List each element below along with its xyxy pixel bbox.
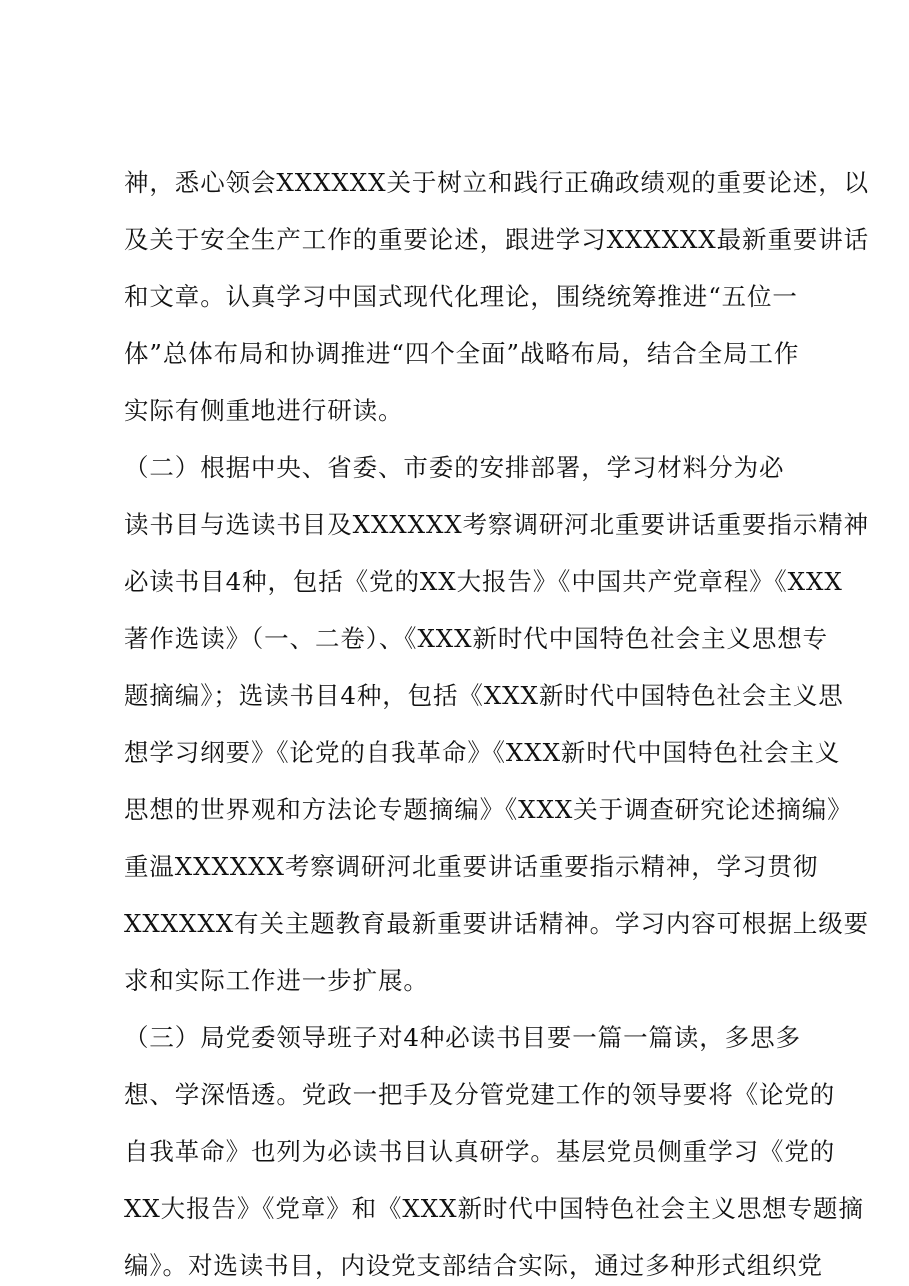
text-line-9: 著作选读》（一、二卷）、《XXX新时代中国特色社会主义思想专 [124,624,829,653]
text-line-6: （二）根据中央、省委、市委的安排部署，学习材料分为必 [124,453,785,482]
text-line-4: 体”总体布局和协调推进“四个全面”战略布局，结合全局工作 [124,339,800,368]
text-line-11: 想学习纲要》《论党的自我革命》《XXX新时代中国特色社会主义 [124,738,841,767]
text-line-2: 及关于安全生产工作的重要论述，跟进学习XXXXXX最新重要讲话 [124,225,870,254]
text-line-10: 题摘编》；选读书目4种，包括《XXX新时代中国特色社会主义思 [124,681,844,710]
text-line-1: 神，悉心领会XXXXXX关于树立和践行正确政绩观的重要论述，以 [124,168,870,197]
text-line-13: 重温XXXXXX考察调研河北重要讲话重要指示精神，学习贯彻 [124,852,819,881]
text-line-5: 实际有侧重地进行研读。 [124,396,404,425]
text-line-14: XXXXXX有关主题教育最新重要讲话精神。学习内容可根据上级要 [124,909,870,938]
text-line-16: （三）局党委领导班子对4种必读书目要一篇一篇读，多思多 [124,1023,801,1052]
text-line-18: 自我革命》也列为必读书目认真研学。基层党员侧重学习《党的 [124,1137,836,1166]
text-line-19: XX大报告》《党章》和《XXX新时代中国特色社会主义思想专题摘 [124,1194,864,1223]
text-line-3: 和文章。认真学习中国式现代化理论，围绕统筹推进“五位一 [124,282,798,311]
text-line-15: 求和实际工作进一步扩展。 [124,966,429,995]
text-line-12: 思想的世界观和方法论专题摘编》《XXX关于调查研究论述摘编》 [124,795,853,824]
text-line-8: 必读书目4种，包括《党的XX大报告》《中国共产党章程》《XXX [124,567,843,596]
text-line-20: 编》。对选读书目，内设党支部结合实际，通过多种形式组织党 [124,1251,823,1280]
text-line-17: 想、学深悟透。党政一把手及分管党建工作的领导要将《论党的 [124,1080,836,1109]
text-line-7: 读书目与选读书目及XXXXXX考察调研河北重要讲话重要指示精神 [124,510,870,539]
